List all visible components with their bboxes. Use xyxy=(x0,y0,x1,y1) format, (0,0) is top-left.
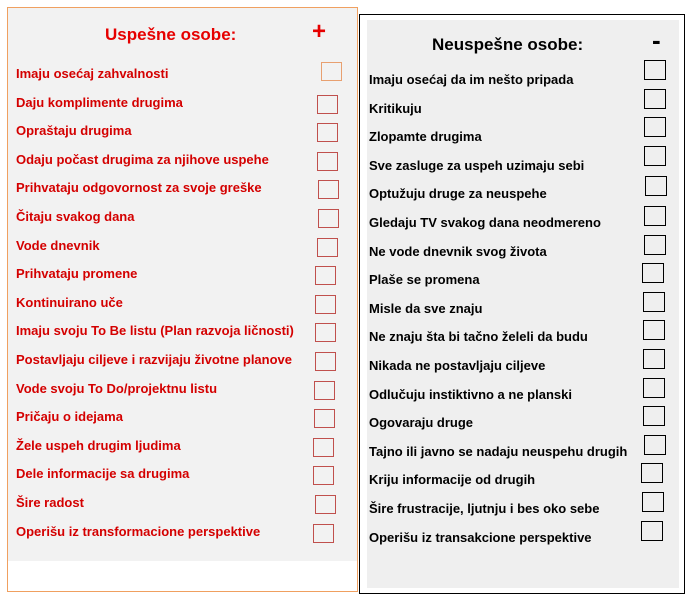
right-item-label: Misle da sve znaju xyxy=(369,300,483,316)
left-item-checkbox[interactable] xyxy=(318,180,339,199)
right-item-checkbox[interactable] xyxy=(645,176,667,196)
right-item-checkbox[interactable] xyxy=(644,435,666,455)
left-item-checkbox[interactable] xyxy=(315,266,336,285)
right-item-label: Tajno ili javno se nadaju neuspehu drugih xyxy=(369,443,628,459)
left-item-label: Dele informacije sa drugima xyxy=(16,466,190,482)
left-item-label: Pričaju o idejama xyxy=(16,409,123,425)
right-item-label: Kriju informacije od drugih xyxy=(369,472,536,488)
left-item-checkbox[interactable] xyxy=(317,123,338,142)
successful-people-list xyxy=(8,8,357,561)
left-item-checkbox[interactable] xyxy=(317,95,338,114)
left-item-checkbox[interactable] xyxy=(315,295,336,314)
right-item-checkbox[interactable] xyxy=(641,521,663,541)
right-item-label: Odlučuju instiktivno a ne planski xyxy=(369,386,572,402)
plus-sign: + xyxy=(312,18,327,45)
left-item-label: Prihvataju promene xyxy=(16,266,138,282)
left-item-checkbox[interactable] xyxy=(314,381,335,400)
successful-people-panel xyxy=(7,7,358,592)
right-item-label: Plaše se promena xyxy=(369,272,480,288)
left-item-checkbox[interactable] xyxy=(315,495,336,514)
right-item-label: Kritikuju xyxy=(369,100,422,116)
successful-people-title: Uspešne osobe: xyxy=(105,25,237,44)
left-item-label: Operišu iz transformacione perspektive xyxy=(16,523,261,539)
right-item-label: Šire frustracije, ljutnju i bes oko sebe xyxy=(369,501,600,516)
left-item-checkbox[interactable] xyxy=(317,238,338,257)
right-item-checkbox[interactable] xyxy=(644,117,666,137)
left-item-label: Žele uspeh drugim ljudima xyxy=(16,437,181,453)
left-item-label: Opraštaju drugima xyxy=(16,123,132,139)
unsuccessful-people-panel xyxy=(359,14,685,594)
right-item-label: Ne vode dnevnik svog života xyxy=(369,243,547,259)
left-item-label: Odaju počast drugima za njihove uspehe xyxy=(16,151,269,167)
right-item-label: Optužuju druge za neuspehe xyxy=(369,186,547,202)
left-item-label: Imaju svoju To Be listu (Plan razvoja ličnosti) xyxy=(16,323,294,339)
left-item-checkbox[interactable] xyxy=(321,62,342,81)
right-item-label: Zlopamte drugima xyxy=(369,129,482,145)
right-item-label: Imaju osećaj da im nešto pripada xyxy=(369,72,574,87)
right-item-label: Gledaju TV svakog dana neodmereno xyxy=(369,215,601,230)
unsuccessful-people-title: Neuspešne osobe: xyxy=(432,35,584,54)
right-item-label: Nikada ne postavljaju ciljeve xyxy=(369,358,546,373)
left-item-label: Vode svoju To Do/projektnu listu xyxy=(16,380,218,396)
right-item-checkbox[interactable] xyxy=(643,378,665,398)
right-item-checkbox[interactable] xyxy=(643,349,665,369)
minus-sign: - xyxy=(652,25,661,55)
left-item-checkbox[interactable] xyxy=(318,209,339,228)
right-item-label: Operišu iz transakcione perspektive xyxy=(369,529,592,545)
left-item-label: Postavljaju ciljeve i razvijaju životne planove xyxy=(16,352,292,367)
unsuccessful-people-list xyxy=(367,20,679,588)
right-item-checkbox[interactable] xyxy=(644,89,666,109)
left-item-label: Vode dnevnik xyxy=(16,237,100,253)
left-item-checkbox[interactable] xyxy=(313,466,334,485)
left-item-label: Kontinuirano uče xyxy=(16,294,123,310)
left-item-label: Prihvataju odgovornost za svoje greške xyxy=(16,180,262,196)
right-item-checkbox[interactable] xyxy=(643,292,665,312)
right-item-checkbox[interactable] xyxy=(644,146,666,166)
right-item-checkbox[interactable] xyxy=(642,263,664,283)
left-item-label: Daju komplimente drugima xyxy=(16,94,183,110)
left-item-checkbox[interactable] xyxy=(317,152,338,171)
right-item-label: Ne znaju šta bi tačno želeli da budu xyxy=(369,329,588,345)
left-item-checkbox[interactable] xyxy=(315,323,336,342)
right-item-checkbox[interactable] xyxy=(641,463,663,483)
left-item-checkbox[interactable] xyxy=(314,409,335,428)
right-item-checkbox[interactable] xyxy=(643,320,665,340)
right-item-checkbox[interactable] xyxy=(644,235,666,255)
left-item-checkbox[interactable] xyxy=(313,438,334,457)
right-item-label: Ogovaraju druge xyxy=(369,415,474,431)
right-item-checkbox[interactable] xyxy=(642,492,664,512)
left-item-label: Šire radost xyxy=(16,495,84,510)
left-item-label: Čitaju svakog dana xyxy=(16,209,135,224)
left-item-checkbox[interactable] xyxy=(313,524,334,543)
right-item-checkbox[interactable] xyxy=(643,406,665,426)
right-item-label: Sve zasluge za uspeh uzimaju sebi xyxy=(369,157,585,173)
right-item-checkbox[interactable] xyxy=(644,60,666,80)
left-item-checkbox[interactable] xyxy=(315,352,336,371)
right-item-checkbox[interactable] xyxy=(644,206,666,226)
left-item-label: Imaju osećaj zahvalnosti xyxy=(16,66,169,81)
